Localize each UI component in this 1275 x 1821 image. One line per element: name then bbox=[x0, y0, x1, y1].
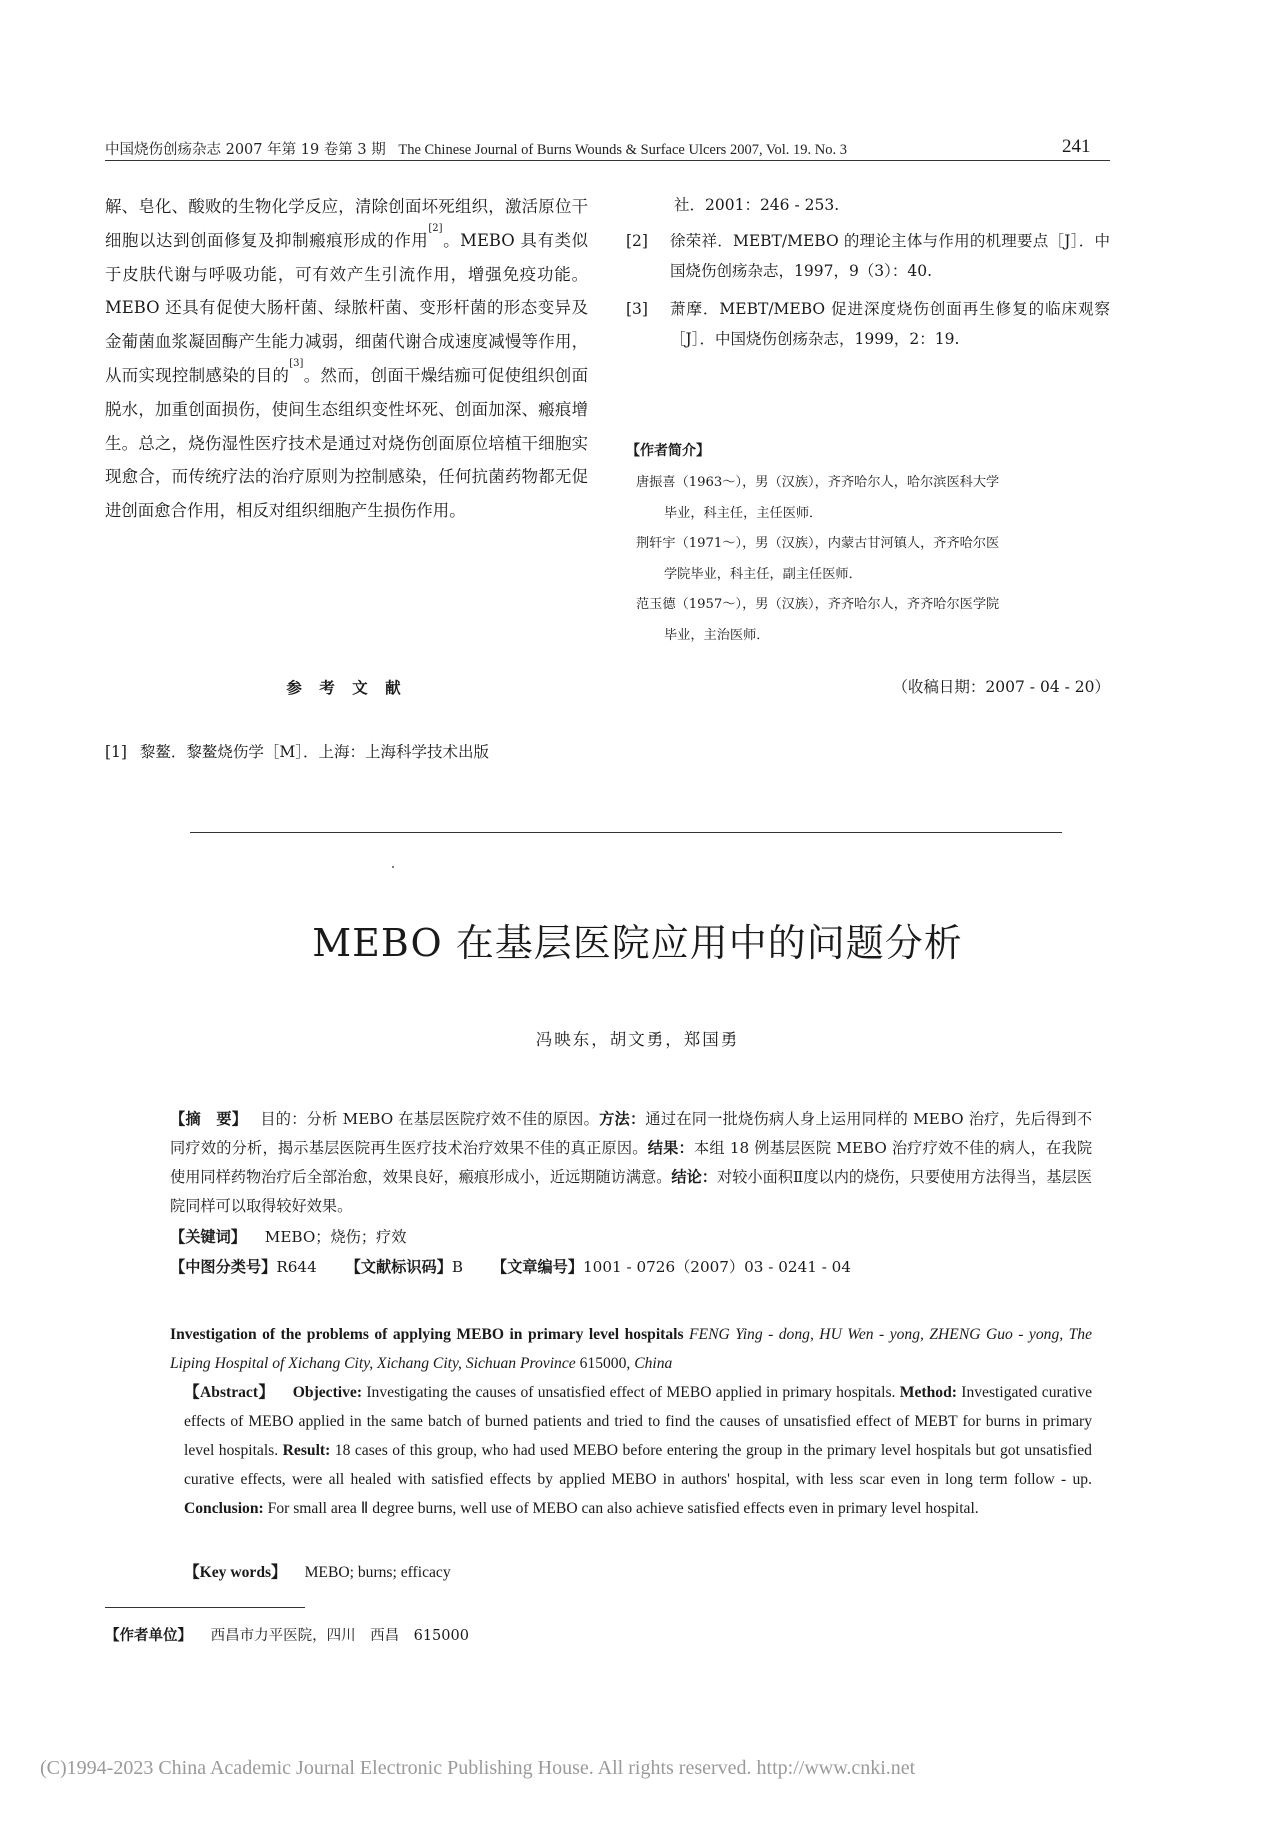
method-text: 通过在同一批烧伤病人身上运用同样的 MEBO 治疗，先后得到不同疗效的分析，揭示基层医院再生医疗技术治疗效果不佳的真正原因。 bbox=[170, 1110, 1093, 1157]
author-bio bbox=[636, 590, 1110, 651]
classification-line bbox=[170, 1256, 851, 1277]
english-result-label: Result: bbox=[282, 1442, 331, 1459]
objective-text: 目的：分析 MEBO 在基层医院疗效不佳的原因。 bbox=[260, 1110, 600, 1128]
english-abstract-body bbox=[170, 1378, 1092, 1523]
article-title: MEBO 在基层医院应用中的问题分析 bbox=[312, 921, 963, 965]
author-bios bbox=[636, 468, 1110, 651]
reference-text: 社．2001：246 - 253. bbox=[674, 196, 840, 214]
article-no-label: 【文章编号】 bbox=[491, 1258, 584, 1276]
english-conclusion-label: Conclusion: bbox=[184, 1500, 264, 1517]
body-paragraph bbox=[105, 190, 588, 528]
english-country: China bbox=[634, 1355, 673, 1372]
reference-item bbox=[105, 740, 588, 762]
english-abstract-label: 【Abstract】 bbox=[184, 1384, 275, 1401]
reference-number: [3] bbox=[626, 300, 648, 318]
english-title-line bbox=[170, 1320, 1092, 1378]
result-text: 本组 18 例基层医院 MEBO 治疗疗效不佳的病人，在我院使用同样药物治疗后全部治愈，效果良好，瘢痕形成小，近远期随访满意。 bbox=[170, 1139, 1093, 1186]
body-text: 解、皂化、酸败的生物化学反应，清除创面坏死组织，激活原位干细胞以达到创面修复及抑制瘢痕形成的作用 bbox=[105, 197, 588, 250]
author-unit bbox=[105, 1624, 469, 1645]
bio-line: 荆轩宇（1971～），男（汉族），内蒙古甘河镇人，齐齐哈尔医 bbox=[636, 536, 1000, 551]
clc-label: 【中图分类号】 bbox=[170, 1258, 277, 1276]
running-header bbox=[105, 138, 847, 159]
abstract-cn bbox=[170, 1105, 1092, 1221]
bio-line: 毕业，科主任，主任医师． bbox=[664, 505, 823, 521]
english-abstract bbox=[170, 1320, 1092, 1523]
citation-ref[interactable]: [2] bbox=[428, 222, 443, 234]
bio-line: 学院毕业，科主任，副主任医师． bbox=[664, 566, 862, 582]
body-text: 。MEBO 具有类似于皮肤代谢与呼吸功能，可有效产生引流作用，增强免疫功能。MEBO 还具有促使大肠杆菌、绿脓杆菌、变形杆菌的形态变异及金葡菌血浆凝固酶产生能力减弱，细菌代谢合成速度减慢等作用，从而实现控制感染的目的 bbox=[105, 230, 588, 385]
english-authors-affiliation: FENG Ying - dong, HU Wen - yong, ZHENG Guo - yong, The Liping Hospital of Xichang City, Xichang City, Sichuan Province bbox=[170, 1326, 1092, 1372]
journal-name-cn: 中国烧伤创疡杂志 2007 年第 19 卷第 3 期 bbox=[105, 142, 386, 158]
unit-label: 【作者单位】 bbox=[105, 1627, 192, 1644]
reference-text: 徐荣祥．MEBT/MEBO 的理论主体与作用的机理要点［J］．中国烧伤创疡杂志，1997，9（3）：40. bbox=[670, 232, 1110, 280]
doc-code-value: B bbox=[451, 1258, 464, 1276]
copyright-watermark: (C)1994-2023 China Academic Journal Electronic Publishing House. All rights reserved. http://www.cnki.net bbox=[40, 1757, 916, 1779]
reference-text: 萧摩．MEBT/MEBO 促进深度烧伤创面再生修复的临床观察［J］．中国烧伤创疡杂志，1999，2：19. bbox=[670, 300, 1110, 348]
author-bio bbox=[636, 529, 1110, 590]
author-bio bbox=[636, 468, 1110, 529]
doc-code-label: 【文献标识码】 bbox=[345, 1258, 452, 1276]
english-method-label: Method: bbox=[899, 1384, 957, 1401]
reference-text: 黎鳌．黎鳌烧伤学［M］．上海：上海科学技术出版 bbox=[139, 743, 490, 761]
journal-name-en: The Chinese Journal of Burns Wounds & Surface Ulcers 2007, Vol. 19. No. 3 bbox=[398, 142, 848, 158]
reference-item bbox=[626, 226, 1110, 286]
left-column-body bbox=[105, 190, 588, 528]
conclusion-label: 结论： bbox=[671, 1168, 718, 1186]
article-separator bbox=[190, 832, 1062, 833]
author-intro-heading: 【作者简介】 bbox=[626, 443, 710, 459]
received-date: （收稿日期：2007 - 04 - 20） bbox=[892, 678, 1110, 696]
references-heading: 参 考 文 献 bbox=[286, 678, 407, 697]
bio-line: 范玉德（1957～），男（汉族），齐齐哈尔人，齐齐哈尔医学院 bbox=[636, 597, 1000, 612]
scan-speck bbox=[392, 866, 394, 868]
english-keywords-text: MEBO; burns; efficacy bbox=[304, 1564, 451, 1581]
clc-value: R644 bbox=[276, 1258, 317, 1276]
unit-text: 西昌市力平医院，四川 西昌 615000 bbox=[210, 1628, 469, 1644]
header-rule bbox=[105, 160, 1110, 161]
reference-number: [2] bbox=[626, 232, 648, 250]
keywords-cn bbox=[170, 1226, 406, 1247]
footnote-rule bbox=[105, 1607, 305, 1608]
english-conclusion-text: For small area Ⅱ degree burns, well use of MEBO can also achieve satisfied effects even in primary level hospital. bbox=[267, 1500, 979, 1517]
citation-ref[interactable]: [3] bbox=[289, 357, 304, 369]
keywords-label: 【关键词】 bbox=[170, 1228, 246, 1246]
english-objective-text: Investigating the causes of unsatisfied effect of MEBO applied in primary hospitals. bbox=[366, 1384, 896, 1401]
reference-number: [1] bbox=[105, 743, 127, 761]
reference-continuation bbox=[626, 190, 1110, 220]
right-column bbox=[626, 190, 1110, 362]
keywords-text: MEBO；烧伤；疗效 bbox=[264, 1228, 407, 1246]
english-result-text: 18 cases of this group, who had used MEBO before entering the group in the primary level hospitals but got unsatisfied curative effects, were all healed with satisfied effects by applied MEBO in authors' hospital, with less scar even in long term follow - up. bbox=[184, 1442, 1092, 1488]
bio-line: 唐振喜（1963～），男（汉族），齐齐哈尔人，哈尔滨医科大学 bbox=[636, 475, 1000, 490]
result-label: 结果： bbox=[647, 1139, 694, 1157]
article-no-value: 1001 - 0726（2007）03 - 0241 - 04 bbox=[583, 1258, 852, 1276]
english-method-text: Investigated curative effects of MEBO applied in the same batch of burned patients and tried to find the causes of unsatisfied effect of MEBT for burns in primary level hospitals. bbox=[184, 1384, 1092, 1459]
english-objective-label: Objective: bbox=[292, 1384, 363, 1401]
english-keywords bbox=[170, 1560, 451, 1582]
abstract-label: 【摘 要】 bbox=[170, 1110, 248, 1128]
english-title: Investigation of the problems of applying MEBO in primary level hospitals bbox=[170, 1326, 684, 1343]
english-keywords-label: 【Key words】 bbox=[184, 1564, 287, 1581]
conclusion-text: 对较小面积Ⅱ度以内的烧伤，只要使用方法得当，基层医院同样可以取得较好效果。 bbox=[170, 1168, 1093, 1215]
english-postcode: 615000, bbox=[579, 1355, 631, 1372]
bio-line: 毕业，主治医师． bbox=[664, 627, 770, 643]
method-label: 方法： bbox=[599, 1110, 646, 1128]
reference-item bbox=[626, 294, 1110, 354]
body-text: 。然而，创面干燥结痂可促使组织创面脱水，加重创面损伤，使间生态组织变性坏死、创面加深、瘢痕增生。总之，烧伤湿性医疗技术是通过对烧伤创面原位培植干细胞实现愈合，而传统疗法的治疗原则为控制感染，任何抗菌药物都无促进创面愈合作用，相反对组织细胞产生损伤作用。 bbox=[105, 365, 589, 521]
article-authors: 冯映东，胡文勇，郑国勇 bbox=[535, 1030, 740, 1049]
page-number: 241 bbox=[1062, 136, 1091, 157]
